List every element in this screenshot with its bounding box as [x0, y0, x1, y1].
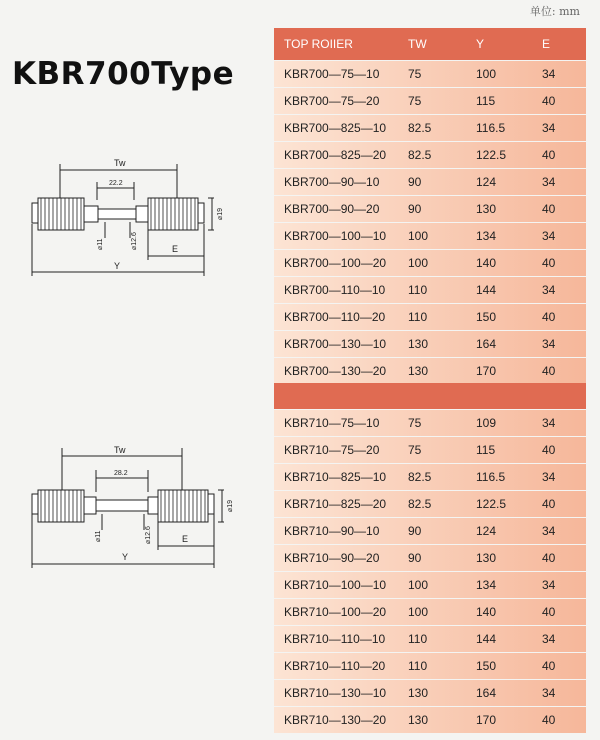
table-row — [274, 358, 586, 384]
table-row — [274, 410, 586, 436]
cell-e: 34 — [542, 416, 556, 430]
cell-model: KBR710—100—20 — [284, 605, 387, 619]
cell-model: KBR700—130—20 — [284, 364, 387, 378]
table-row — [274, 707, 586, 733]
cell-tw: 130 — [408, 686, 429, 700]
table-row — [274, 626, 586, 652]
cell-tw: 75 — [408, 67, 422, 81]
cell-tw: 100 — [408, 256, 429, 270]
cell-y: 150 — [476, 659, 497, 673]
table-row — [274, 491, 586, 517]
cell-tw: 100 — [408, 578, 429, 592]
header-blank-model — [274, 383, 396, 409]
cell-e: 40 — [542, 713, 556, 727]
cell-y: 130 — [476, 551, 497, 565]
cell-e: 34 — [542, 524, 556, 538]
cell-y: 144 — [476, 283, 497, 297]
cell-tw: 90 — [408, 175, 422, 189]
table-header — [274, 28, 586, 60]
cell-tw: 110 — [408, 659, 428, 673]
cell-model: KBR710—110—20 — [284, 659, 386, 673]
d126-label: ⌀12.6 — [131, 232, 138, 250]
cell-e: 40 — [542, 202, 556, 216]
cell-tw: 100 — [408, 605, 429, 619]
table-row — [274, 196, 586, 222]
unit-label: 单位: mm — [529, 5, 580, 18]
cell-y: 134 — [476, 578, 497, 592]
y-label: Y — [114, 261, 121, 271]
table-row — [274, 518, 586, 544]
cell-model: KBR710—100—10 — [284, 578, 387, 592]
cell-e: 40 — [542, 659, 556, 673]
cell-e: 34 — [542, 578, 556, 592]
cell-tw: 75 — [408, 94, 422, 108]
header-blank-y — [460, 383, 528, 409]
cell-e: 40 — [542, 364, 556, 378]
cell-e: 34 — [542, 229, 556, 243]
cell-e: 40 — [542, 256, 556, 270]
header-blank-tw — [396, 383, 460, 409]
cell-y: 116.5 — [476, 470, 506, 484]
cell-y: 116.5 — [476, 121, 506, 135]
cell-model: KBR700—90—10 — [284, 175, 380, 189]
cell-e: 34 — [542, 283, 556, 297]
cell-model: KBR710—110—10 — [284, 632, 386, 646]
cell-e: 40 — [542, 605, 556, 619]
cell-e: 40 — [542, 94, 556, 108]
cell-e: 40 — [542, 551, 556, 565]
table-row — [274, 545, 586, 571]
table-row — [274, 142, 586, 168]
cell-model: KBR710—90—10 — [284, 524, 380, 538]
cell-y: 140 — [476, 256, 497, 270]
cell-e: 34 — [542, 175, 556, 189]
cell-tw: 110 — [408, 283, 428, 297]
d11-label: ⌀11 — [97, 238, 104, 250]
cell-y: 140 — [476, 605, 497, 619]
cell-model: KBR700—110—10 — [284, 283, 386, 297]
header-tw: TW — [408, 37, 427, 51]
cell-model: KBR710—825—10 — [284, 470, 387, 484]
cell-model: KBR710—825—20 — [284, 497, 387, 511]
cell-y: 124 — [476, 175, 497, 189]
cell-model: KBR700—110—20 — [284, 310, 386, 324]
cell-model: KBR710—130—10 — [284, 686, 387, 700]
gap-label: 22.2 — [109, 180, 123, 187]
d19-label: ⌀19 — [227, 499, 234, 512]
cell-tw: 130 — [408, 364, 429, 378]
table-row — [274, 88, 586, 114]
d19-label: ⌀19 — [217, 207, 224, 220]
table-row — [274, 169, 586, 195]
cell-e: 34 — [542, 632, 556, 646]
cell-model: KBR700—90—20 — [284, 202, 380, 216]
cell-model: KBR700—825—10 — [284, 121, 387, 135]
cell-model: KBR700—100—10 — [284, 229, 387, 243]
header-y: Y — [476, 37, 485, 51]
cell-model: KBR710—75—10 — [284, 416, 380, 430]
cell-y: 134 — [476, 229, 497, 243]
cell-e: 40 — [542, 497, 556, 511]
cell-model: KBR710—90—20 — [284, 551, 380, 565]
header-e: E — [542, 37, 551, 51]
cell-e: 34 — [542, 470, 556, 484]
table-row — [274, 464, 586, 490]
spec-table-kbr710 — [274, 383, 586, 733]
cell-model: KBR700—75—20 — [284, 94, 380, 108]
tw-label: Tw — [114, 158, 126, 168]
cell-tw: 75 — [408, 443, 422, 457]
roller-drawing-top — [22, 150, 242, 280]
cell-model: KBR700—75—10 — [284, 67, 380, 81]
cell-model: KBR710—130—20 — [284, 713, 387, 727]
cell-tw: 75 — [408, 416, 422, 430]
table-row — [274, 304, 586, 330]
table-row — [274, 572, 586, 598]
table-row — [274, 277, 586, 303]
table-row — [274, 599, 586, 625]
cell-y: 100 — [476, 67, 497, 81]
cell-y: 144 — [476, 632, 497, 646]
table-row — [274, 223, 586, 249]
spec-table-kbr700 — [274, 28, 586, 384]
table-row — [274, 115, 586, 141]
cell-tw: 130 — [408, 713, 429, 727]
header-model: TOP ROIIER — [284, 37, 353, 51]
cell-tw: 90 — [408, 524, 422, 538]
cell-e: 40 — [542, 310, 556, 324]
cell-e: 34 — [542, 686, 556, 700]
cell-tw: 90 — [408, 551, 422, 565]
e-label: E — [172, 244, 179, 254]
cell-tw: 110 — [408, 310, 428, 324]
cell-tw: 82.5 — [408, 148, 432, 162]
gap-label: 28.2 — [114, 470, 128, 477]
tw-label: Tw — [114, 445, 126, 455]
cell-e: 34 — [542, 121, 556, 135]
cell-tw: 100 — [408, 229, 429, 243]
cell-y: 109 — [476, 416, 497, 430]
cell-tw: 82.5 — [408, 121, 432, 135]
table-row — [274, 680, 586, 706]
header-blank-e — [528, 383, 586, 409]
cell-tw: 82.5 — [408, 470, 432, 484]
cell-y: 124 — [476, 524, 497, 538]
cell-y: 115 — [476, 94, 496, 108]
e-label: E — [182, 534, 189, 544]
cell-e: 40 — [542, 443, 556, 457]
table-header-blank — [274, 383, 586, 409]
cell-y: 122.5 — [476, 148, 507, 162]
cell-e: 34 — [542, 67, 556, 81]
table-row — [274, 437, 586, 463]
roller-drawing-bottom — [22, 440, 252, 570]
cell-tw: 82.5 — [408, 497, 432, 511]
d126-label: ⌀12.6 — [145, 526, 152, 544]
d11-label: ⌀11 — [95, 530, 102, 542]
page-title: KBR700Type — [12, 56, 235, 92]
cell-model: KBR700—130—10 — [284, 337, 387, 351]
table-row — [274, 61, 586, 87]
cell-y: 115 — [476, 443, 496, 457]
cell-y: 170 — [476, 713, 497, 727]
cell-y: 164 — [476, 337, 497, 351]
cell-e: 40 — [542, 148, 556, 162]
cell-y: 170 — [476, 364, 497, 378]
cell-y: 130 — [476, 202, 497, 216]
table-row — [274, 250, 586, 276]
cell-y: 150 — [476, 310, 497, 324]
table-row — [274, 653, 586, 679]
y-label: Y — [122, 552, 129, 562]
cell-y: 122.5 — [476, 497, 507, 511]
cell-model: KBR710—75—20 — [284, 443, 380, 457]
cell-e: 34 — [542, 337, 556, 351]
cell-tw: 130 — [408, 337, 429, 351]
cell-model: KBR700—100—20 — [284, 256, 387, 270]
cell-y: 164 — [476, 686, 497, 700]
cell-tw: 90 — [408, 202, 422, 216]
cell-model: KBR700—825—20 — [284, 148, 387, 162]
table-row — [274, 331, 586, 357]
cell-tw: 110 — [408, 632, 428, 646]
